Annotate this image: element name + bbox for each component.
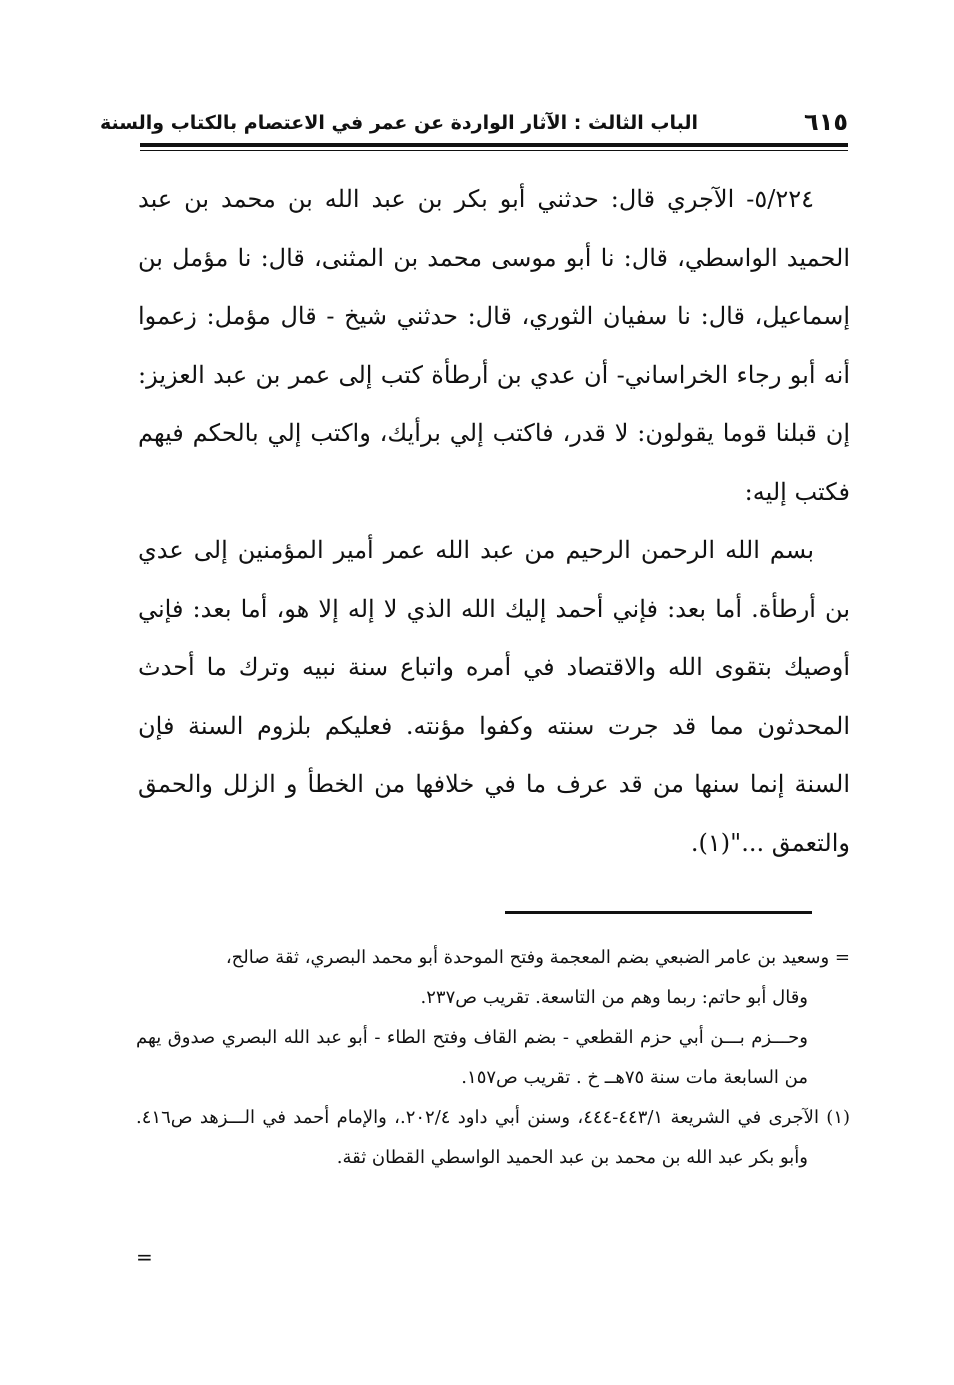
footnote-continuation-line: = وسعيد بن عامر الضبعي بضم المعجمة وفتح الموحدة أبو محمد البصري، ثقة صالح، — [225, 947, 850, 968]
continuation-mark: = — [136, 1245, 153, 1269]
main-text — [138, 170, 850, 872]
page-number: ٦١٥ — [804, 108, 848, 136]
header-rule-thick — [140, 143, 848, 147]
footnote-continuation-line: وقال أبو حاتم: ربما وهم من التاسعة. تقريب ص٢٣٧. — [420, 987, 808, 1008]
paragraph-narration: ٥/٢٢٤- الآجري قال: حدثني أبو بكر بن عبد الله بن محمد بن عبد الحميد الواسطي، قال: نا أبو موسى محمد بن المثنى، قال: نا مؤمل بن إسماعيل، قال: نا سفيان الثوري، قال: حدثني شيخ - قال مؤمل: زعموا أنه أبو رجاء الخراساني- أن عدي بن أرطأة كتب إلى عمر بن عبد العزيز: إن قبلنا قوما يقولون: لا قدر، فاكتب إلي برأيك، واكتب إلي بالحكم فيهم فكتب إليه: — [138, 185, 851, 506]
footnote-1: (١) الآجرى في الشريعة ٤٤٣/١-٤٤٤، وسنن أبي داود ٢٠٢/٤.، والإمام أحمد في الـــزهد ص٤١٦. وأبو بكر عبد الله بن محمد بن عبد الحميد الواسطي القطان ثقة. — [136, 1107, 851, 1168]
footnotes — [136, 938, 850, 1178]
chapter-title: الباب الثالث : الآثار الواردة عن عمر في الاعتصام بالكتاب والسنة — [100, 112, 698, 134]
paragraph-letter: بسم الله الرحمن الرحيم من عبد الله عمر أمير المؤمنين إلى عدي بن أرطأة. أما بعد: فإني أحمد إليك الله الذي لا إله إلا هو، أما بعد: فإني أوصيك بتقوى الله والاقتصاد في أمره واتباع سنة نبيه وترك ما أحدث المحدثون مما قد جرت سنته وكفوا مؤنته. فعليكم بلزوم السنة فإن السنة إنما سنها من قد عرف ما في خلافها من الخطأ و الزلل والحمق والتعمق ..."(١). — [138, 536, 850, 857]
header-rule-thin — [140, 150, 848, 151]
footnote-separator — [505, 911, 812, 914]
running-header — [100, 108, 848, 142]
footnote-continuation-paragraph: وحـــزم بـــن أبي حزم القطعي - بضم القاف وفتح الطاء - أبو عبد الله البصري صدوق يهم من السابعة مات سنة ٧٥هــ خ . تقريب ص١٥٧. — [136, 1027, 808, 1088]
